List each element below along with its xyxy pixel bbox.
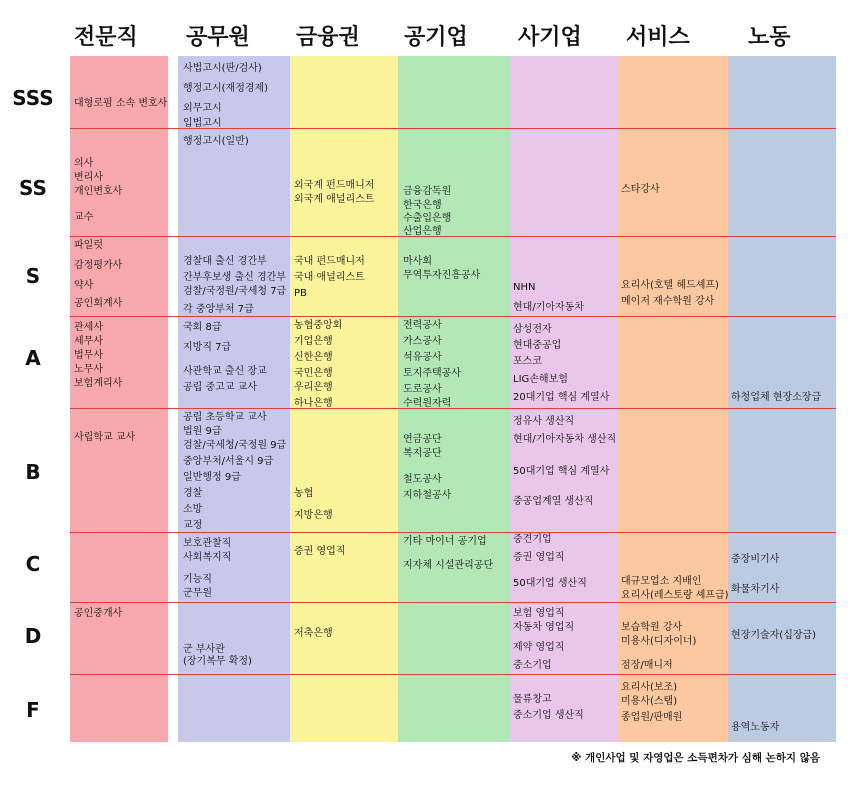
job-entry: 각 중앙부처 7급 (183, 304, 254, 315)
row-divider (70, 602, 836, 603)
job-entry: 노무사 (74, 364, 103, 375)
tier-label-sss: SSS (12, 86, 54, 110)
header-public-enterprise: 공기업 (404, 25, 468, 50)
job-entry: 정유사 생산직 (513, 416, 575, 427)
job-entry: 용역노동자 (731, 722, 780, 733)
job-entry: 증권 영업직 (294, 546, 346, 557)
job-entry: 미용사(디자이너) (621, 636, 697, 647)
job-entry: 종업원/판매원 (621, 712, 683, 723)
job-entry: 사관학교 출신 장교 (183, 366, 267, 377)
job-entry: LIG손해보험 (513, 374, 568, 385)
job-entry: 소방 (183, 504, 203, 515)
job-entry: 국내 애널리스트 (294, 272, 365, 283)
job-entry: 보습학원 강사 (621, 622, 683, 633)
row-divider (70, 532, 836, 533)
job-entry: 중장비기사 (731, 554, 780, 565)
header-labor: 노동 (748, 25, 791, 50)
job-entry: 군무원 (183, 588, 212, 599)
job-entry: 복지공단 (403, 448, 442, 459)
job-entry: 교수 (74, 212, 94, 223)
job-entry: 대형로펌 소속 변호사 (74, 98, 168, 109)
job-entry: 검찰/국정원/국세청 7급 (183, 286, 287, 297)
job-entry: 요리사(호텔 헤드셰프) (621, 280, 719, 291)
job-entry: NHN (513, 282, 536, 293)
job-entry: 공립 초등학교 교사 (183, 412, 267, 423)
job-entry: 지방직 7급 (183, 342, 232, 353)
job-entry: 요리사(레스토랑 셰프급) (621, 590, 729, 601)
tier-label-d: D (24, 624, 42, 648)
job-entry: 중소기업 생산직 (513, 710, 584, 721)
job-entry: 저축은행 (294, 628, 333, 639)
tier-label-b: B (25, 460, 41, 484)
job-entry: 하나은행 (294, 398, 333, 409)
job-entry: 20대기업 핵심 계열사 (513, 392, 610, 403)
job-entry: 공인중개사 (74, 608, 123, 619)
job-entry: 법무사 (74, 350, 103, 361)
job-entry: 삼성전자 (513, 324, 552, 335)
job-entry: 파일럿 (74, 240, 103, 251)
column-civil-servant-bg (178, 56, 290, 742)
job-entry: 교정 (183, 520, 203, 531)
job-entry: 경찰 (183, 488, 203, 499)
job-entry: 의사 (74, 158, 94, 169)
header-service: 서비스 (626, 25, 690, 50)
job-entry: 보호관찰직 (183, 538, 232, 549)
job-entry: 관세사 (74, 322, 103, 333)
job-entry: 군 부사관 (183, 644, 225, 655)
job-entry: 중공업계열 생산직 (513, 496, 594, 507)
header-civil-servant: 공무원 (186, 25, 250, 50)
job-entry: 신한은행 (294, 352, 333, 363)
job-entry: 도로공사 (403, 384, 442, 395)
job-entry: 간부후보생 출신 경간부 (183, 272, 286, 283)
job-entry: 대규모업소 지배인 (621, 576, 702, 587)
job-entry: 사법고시(판/검사) (183, 63, 262, 74)
header-professional: 전문직 (74, 25, 138, 50)
job-entry: 현대/기아자동차 (513, 302, 584, 313)
row-divider (70, 236, 836, 237)
job-entry: 사회복지직 (183, 552, 232, 563)
job-entry: 현대중공업 (513, 340, 562, 351)
job-entry: 기능직 (183, 574, 212, 585)
job-entry: 감정평가사 (74, 260, 123, 271)
job-entry: 전력공사 (403, 320, 442, 331)
job-entry: (장기복무 확정) (183, 656, 252, 667)
job-entry: 중소기업 (513, 660, 552, 671)
job-entry: 보험계리사 (74, 378, 123, 389)
job-entry: 자동차 영업직 (513, 622, 575, 633)
row-divider (70, 674, 836, 675)
job-entry: 수출입은행 (403, 213, 452, 224)
job-entry: 물류창고 (513, 694, 552, 705)
job-entry: 요리사(보조) (621, 682, 678, 693)
job-entry: 현장기술자(십장급) (731, 630, 817, 641)
tier-label-a: A (25, 346, 41, 370)
job-entry: 무역투자진흥공사 (403, 270, 481, 281)
job-entry: 토지주택공사 (403, 368, 461, 379)
job-entry: 국민은행 (294, 368, 333, 379)
job-entry: 수력원자력 (403, 398, 452, 409)
job-entry: 변리사 (74, 172, 103, 183)
header-private-company: 사기업 (518, 25, 582, 50)
row-divider (70, 316, 836, 317)
job-entry: 메이저 재수학원 강사 (621, 296, 715, 307)
job-entry: 화물차기사 (731, 584, 780, 595)
header-finance: 금융권 (296, 25, 360, 50)
job-entry: 연금공단 (403, 434, 442, 445)
job-entry: 공인회계사 (74, 298, 123, 309)
job-entry: 보험 영업직 (513, 608, 565, 619)
job-entry: 현대/기아자동차 생산직 (513, 434, 617, 445)
job-entry: 법원 9급 (183, 426, 222, 437)
job-entry: 국회 8급 (183, 322, 222, 333)
job-entry: 기타 마이너 공기업 (403, 536, 487, 547)
job-entry: 증권 영업직 (513, 552, 565, 563)
job-entry: 지방은행 (294, 510, 333, 521)
job-entry: 행정고시(재정경제) (183, 83, 269, 94)
job-entry: 50대기업 생산직 (513, 578, 587, 589)
job-entry: 약사 (74, 280, 94, 291)
job-entry: 가스공사 (403, 336, 442, 347)
job-entry: 50대기업 핵심 계열사 (513, 466, 610, 477)
tier-label-s: S (25, 264, 41, 288)
tier-label-f: F (26, 698, 40, 722)
job-entry: 세무사 (74, 336, 103, 347)
job-entry: 입법고시 (183, 118, 222, 129)
footnote: ※ 개인사업 및 자영업은 소득편차가 심해 논하지 않음 (571, 752, 820, 764)
job-entry: 우리은행 (294, 382, 333, 393)
job-entry: 점장/매니저 (621, 660, 673, 671)
job-entry: 공립 중고교 교사 (183, 382, 257, 393)
job-entry: 지하철공사 (403, 490, 452, 501)
job-entry: 농협 (294, 488, 314, 499)
job-entry: 사립학교 교사 (74, 432, 136, 443)
job-entry: 개인변호사 (74, 186, 123, 197)
job-entry: 미용사(스탭) (621, 696, 678, 707)
job-entry: 한국은행 (403, 200, 442, 211)
job-entry: 기업은행 (294, 336, 333, 347)
job-entry: 중앙부처/서울시 9급 (183, 456, 274, 467)
job-entry: 외무고시 (183, 103, 222, 114)
job-entry: 스타강사 (621, 184, 660, 195)
job-entry: 검찰/국세청/국정원 9급 (183, 440, 287, 451)
row-divider (70, 408, 836, 409)
tier-label-ss: SS (19, 176, 47, 200)
job-entry: 외국계 애널리스트 (294, 194, 375, 205)
job-entry: 외국계 펀드매니저 (294, 180, 375, 191)
job-entry: 지자체 시설관리공단 (403, 560, 494, 571)
job-entry: 경찰대 출신 경간부 (183, 256, 267, 267)
job-entry: PB (294, 288, 307, 299)
job-entry: 석유공사 (403, 352, 442, 363)
tier-label-c: C (25, 552, 41, 576)
job-entry: 중견기업 (513, 534, 552, 545)
job-entry: 철도공사 (403, 474, 442, 485)
job-entry: 산업은행 (403, 226, 442, 237)
job-entry: 행정고시(일반) (183, 136, 249, 147)
job-entry: 금융감독원 (403, 186, 452, 197)
job-entry: 국내 펀드매니저 (294, 256, 365, 267)
job-entry: 하청업체 현장소장급 (731, 392, 822, 403)
job-entry: 농협중앙회 (294, 320, 343, 331)
job-entry: 포스코 (513, 356, 542, 367)
job-entry: 마사회 (403, 256, 432, 267)
job-entry: 일반행정 9급 (183, 472, 241, 483)
job-entry: 제약 영업직 (513, 642, 565, 653)
